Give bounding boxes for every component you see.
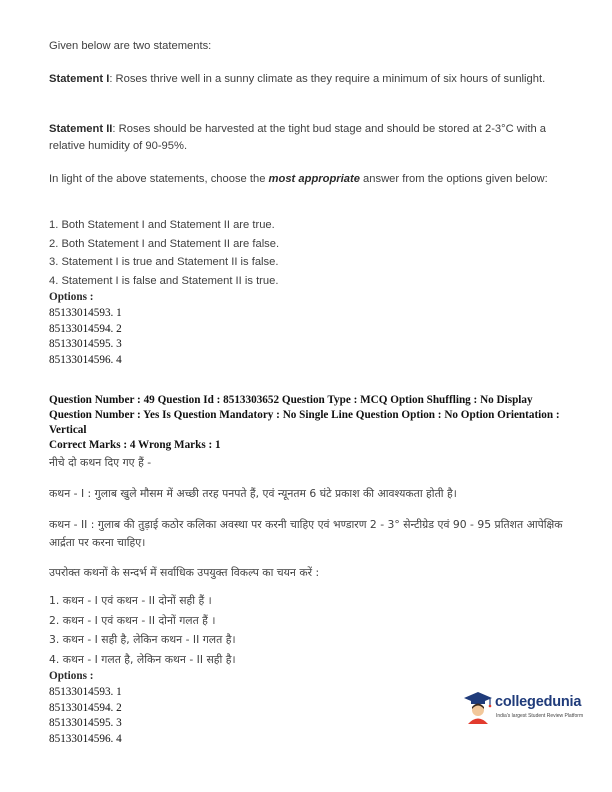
option-code: 85133014593. 1 <box>49 306 122 319</box>
options-label: Options : <box>49 291 94 303</box>
option-code: 85133014596. 4 <box>49 354 122 367</box>
answer-options-hi <box>49 592 569 670</box>
prompt-pre: In light of the above statements, choose the <box>49 173 269 185</box>
option-code: 85133014594. 2 <box>49 322 122 335</box>
hindi-statement-1: कथन - I : गुलाब खुले मौसम में अच्छी तरह पनपते हैं, एवं न्यूनतम 6 घंटे प्रकाश की आवश्यकता होती है। <box>49 487 457 500</box>
logo-name: collegedunia <box>495 694 582 710</box>
statement-2 <box>49 121 569 155</box>
option-code: 85133014595. 3 <box>49 717 122 730</box>
answer-option: 4. Statement I is false and Statement II is true. <box>49 274 279 287</box>
answer-options-en <box>49 217 569 291</box>
statement-1 <box>49 71 569 88</box>
option-code: 85133014594. 2 <box>49 701 122 714</box>
statement-2-text: : Roses should be harvested at the tight bud stage and should be stored at 2-3°C with a relative humidity of 90-95%. <box>49 123 547 152</box>
collegedunia-logo <box>463 688 593 728</box>
question-metadata: Question Number : 49 Question Id : 8513303652 Question Type : MCQ Option Shuffling : No Display Question Number : Yes Is Question Mandatory : No Single Line Question Option : No Option Orientation : Vertical <box>49 394 560 437</box>
hindi-statement-2: कथन - II : गुलाब की तुड़ाई कठोर कलिका अवस्था पर करनी चाहिए एवं भण्डारण 2 - 3° सेन्टीग्रेड एवं 90 - 95 प्रतिशत आपेक्षिक आर्द्रता पर करना चाहिए। <box>49 518 563 549</box>
prompt-emphasis: most appropriate <box>268 173 360 185</box>
option-code: 85133014593. 1 <box>49 685 122 698</box>
answer-option: 4. कथन - I गलत है, लेकिन कथन - II सही है। <box>49 652 236 666</box>
answer-option: 3. कथन - I सही है, लेकिन कथन - II गलत है। <box>49 633 236 646</box>
options-label: Options : <box>49 670 94 682</box>
hindi-intro: नीचे दो कथन दिए गए हैं - <box>49 456 152 469</box>
answer-option: 3. Statement I is true and Statement II is false. <box>49 256 279 268</box>
option-code: 85133014596. 4 <box>49 733 122 746</box>
statement-1-text: : Roses thrive well in a sunny climate as they require a minimum of six hours of sunlight. <box>109 73 546 85</box>
graduate-icon <box>463 690 493 724</box>
answer-option: 2. कथन - I एवं कथन - II दोनों गलत हैं । <box>49 613 216 627</box>
hindi-prompt: उपरोक्त कथनों के सन्दर्भ में सर्वाधिक उपयुक्त विकल्प का चयन करें : <box>49 566 320 579</box>
statement-1-label: Statement I <box>49 73 110 85</box>
answer-option: 2. Both Statement I and Statement II are false. <box>49 237 280 250</box>
option-code: 85133014595. 3 <box>49 338 122 351</box>
prompt-post: answer from the options given below: <box>359 173 548 185</box>
question-prompt <box>49 171 569 188</box>
marks-info: Correct Marks : 4 Wrong Marks : 1 <box>49 439 221 451</box>
answer-option: 1. Both Statement I and Statement II are true. <box>49 219 275 231</box>
statement-2-label: Statement II <box>49 123 113 135</box>
logo-tagline: India's largest Student Review Platform <box>496 713 584 719</box>
question-intro: Given below are two statements: <box>49 40 212 52</box>
option-codes-1 <box>49 290 569 369</box>
answer-option: 1. कथन - I एवं कथन - II दोनों सही हैं । <box>49 594 212 607</box>
